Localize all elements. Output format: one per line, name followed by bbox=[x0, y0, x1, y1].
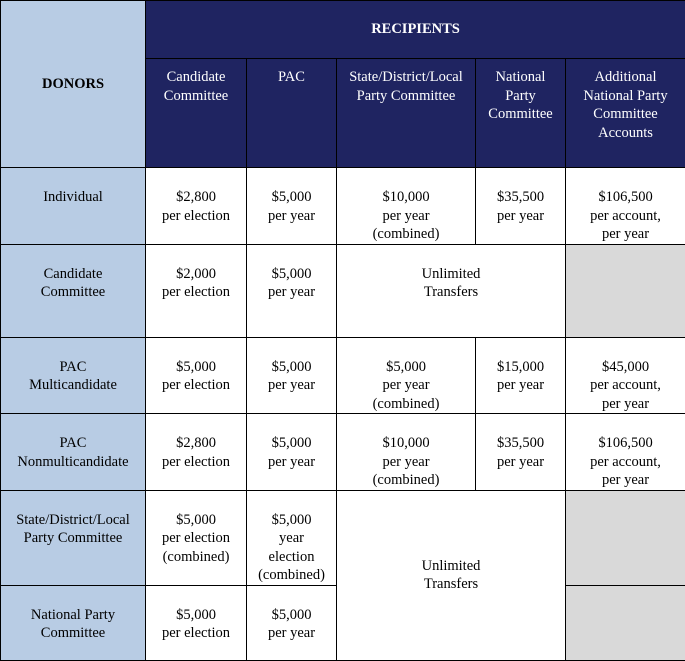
cell-text-line: Candidate bbox=[4, 265, 142, 284]
donor-party-committee bbox=[1, 490, 146, 585]
cell-text-line: $15,000 bbox=[479, 358, 562, 377]
cell-text-line: $35,500 bbox=[479, 188, 562, 207]
limit-cell bbox=[476, 337, 566, 414]
cell-text-line: Party Committee bbox=[340, 87, 472, 106]
cell-text-line: Nonmulticandidate bbox=[4, 453, 142, 472]
cell-text-line: election bbox=[250, 548, 333, 567]
donor-national-party-committee bbox=[1, 585, 146, 660]
cell-text-line: $5,000 bbox=[149, 606, 243, 625]
cell-text-line: Additional bbox=[569, 68, 682, 87]
cell-text-line: National bbox=[479, 68, 562, 87]
cell-text-line: Accounts bbox=[569, 124, 682, 143]
cell-text-line: $5,000 bbox=[149, 511, 243, 530]
donor-pac-nonmulticandidate bbox=[1, 414, 146, 491]
cell-text-line: per year bbox=[340, 376, 472, 395]
limit-cell bbox=[247, 337, 337, 414]
cell-text-line: $35,500 bbox=[479, 434, 562, 453]
cell-text-line: per year bbox=[250, 624, 333, 643]
cell-text-line: $106,500 bbox=[569, 188, 682, 207]
empty-cell bbox=[566, 244, 685, 337]
cell-text-line: $5,000 bbox=[250, 434, 333, 453]
cell-text-line: $2,800 bbox=[149, 434, 243, 453]
cell-text-line: $5,000 bbox=[149, 358, 243, 377]
cell-text-line: Multicandidate bbox=[4, 376, 142, 395]
cell-text-line: per election bbox=[149, 624, 243, 643]
cell-text-line: per year bbox=[569, 471, 682, 490]
empty-cell bbox=[566, 490, 685, 585]
cell-text-line: per election bbox=[149, 453, 243, 472]
cell-text-line: $5,000 bbox=[250, 188, 333, 207]
cell-text-line: PAC bbox=[4, 358, 142, 377]
table-row bbox=[1, 414, 685, 491]
column-header-national-party-committee bbox=[476, 59, 566, 168]
cell-text-line: (combined) bbox=[340, 225, 472, 244]
limit-cell bbox=[337, 414, 476, 491]
limit-cell bbox=[247, 168, 337, 245]
cell-text-line: Party bbox=[479, 87, 562, 106]
column-header-party-committee bbox=[337, 59, 476, 168]
cell-text-line: $106,500 bbox=[569, 434, 682, 453]
cell-text-line: $10,000 bbox=[340, 434, 472, 453]
limit-cell bbox=[566, 168, 685, 245]
table-row bbox=[1, 337, 685, 414]
cell-text-line: (combined) bbox=[340, 471, 472, 490]
cell-text-line: National Party bbox=[4, 606, 142, 625]
donor-pac-multicandidate bbox=[1, 337, 146, 414]
empty-cell bbox=[566, 585, 685, 660]
limit-cell bbox=[146, 244, 247, 337]
cell-text-line: $2,800 bbox=[149, 188, 243, 207]
cell-text-line: Committee bbox=[4, 283, 142, 302]
cell-text-line: Unlimited bbox=[340, 265, 562, 284]
cell-text-line: year bbox=[250, 529, 333, 548]
limit-cell bbox=[146, 168, 247, 245]
cell-text-line: Candidate bbox=[149, 68, 243, 87]
limit-cell bbox=[476, 414, 566, 491]
cell-text-line: Transfers bbox=[340, 575, 562, 594]
cell-text-line: per account, bbox=[569, 453, 682, 472]
cell-text-line: per election bbox=[149, 283, 243, 302]
cell-text-line: per year bbox=[479, 376, 562, 395]
cell-text-line: (combined) bbox=[250, 566, 333, 585]
cell-text-line: State/District/Local bbox=[340, 68, 472, 87]
cell-text-line: $5,000 bbox=[250, 265, 333, 284]
cell-text-line: $5,000 bbox=[250, 511, 333, 530]
cell-text-line: National Party bbox=[569, 87, 682, 106]
limit-cell bbox=[146, 490, 247, 585]
cell-text-line: Party Committee bbox=[4, 529, 142, 548]
unlimited-transfers-cell bbox=[337, 244, 566, 337]
cell-text-line: per year bbox=[569, 395, 682, 414]
limit-cell bbox=[566, 337, 685, 414]
limit-cell bbox=[146, 337, 247, 414]
cell-text-line: $5,000 bbox=[340, 358, 472, 377]
cell-text-line: per election bbox=[149, 376, 243, 395]
cell-text-line: $10,000 bbox=[340, 188, 472, 207]
cell-text-line: PAC bbox=[250, 68, 333, 87]
cell-text-line: $5,000 bbox=[250, 606, 333, 625]
cell-text-line: per account, bbox=[569, 207, 682, 226]
cell-text-line: per year bbox=[340, 207, 472, 226]
cell-text-line: $45,000 bbox=[569, 358, 682, 377]
unlimited-transfers-cell bbox=[337, 490, 566, 660]
column-header-pac bbox=[247, 59, 337, 168]
recipients-header: RECIPIENTS bbox=[146, 1, 685, 59]
limit-cell bbox=[566, 414, 685, 491]
limit-cell bbox=[146, 585, 247, 660]
cell-text-line: Committee bbox=[149, 87, 243, 106]
limit-cell bbox=[146, 414, 247, 491]
cell-text-line: Committee bbox=[479, 105, 562, 124]
cell-text-line: Unlimited bbox=[340, 557, 562, 576]
column-header-candidate-committee bbox=[146, 59, 247, 168]
cell-text-line: per year bbox=[479, 453, 562, 472]
table-row bbox=[1, 244, 685, 337]
cell-text-line: Committee bbox=[569, 105, 682, 124]
cell-text-line: per year bbox=[479, 207, 562, 226]
cell-text-line: Committee bbox=[4, 624, 142, 643]
cell-text-line: per year bbox=[250, 453, 333, 472]
cell-text-line: per year bbox=[250, 283, 333, 302]
limit-cell bbox=[337, 337, 476, 414]
cell-text-line: per election bbox=[149, 207, 243, 226]
cell-text-line: State/District/Local bbox=[4, 511, 142, 530]
cell-text-line: (combined) bbox=[149, 548, 243, 567]
donors-header: DONORS bbox=[1, 1, 146, 168]
limit-cell bbox=[247, 490, 337, 585]
limit-cell bbox=[337, 168, 476, 245]
limit-cell bbox=[476, 168, 566, 245]
column-header-additional-accounts bbox=[566, 59, 685, 168]
cell-text-line: per year bbox=[569, 225, 682, 244]
cell-text-line: per year bbox=[250, 207, 333, 226]
cell-text-line: (combined) bbox=[340, 395, 472, 414]
cell-text-line: per election bbox=[149, 529, 243, 548]
limit-cell bbox=[247, 414, 337, 491]
cell-text-line: per year bbox=[340, 453, 472, 472]
cell-text-line: per year bbox=[250, 376, 333, 395]
limit-cell bbox=[247, 585, 337, 660]
cell-text-line: Individual bbox=[4, 188, 142, 207]
donor-individual bbox=[1, 168, 146, 245]
cell-text-line: $5,000 bbox=[250, 358, 333, 377]
cell-text-line: Transfers bbox=[340, 283, 562, 302]
cell-text-line: PAC bbox=[4, 434, 142, 453]
table-row bbox=[1, 490, 685, 585]
cell-text-line: per account, bbox=[569, 376, 682, 395]
limit-cell bbox=[247, 244, 337, 337]
donor-candidate-committee bbox=[1, 244, 146, 337]
cell-text-line: $2,000 bbox=[149, 265, 243, 284]
table-row bbox=[1, 168, 685, 245]
